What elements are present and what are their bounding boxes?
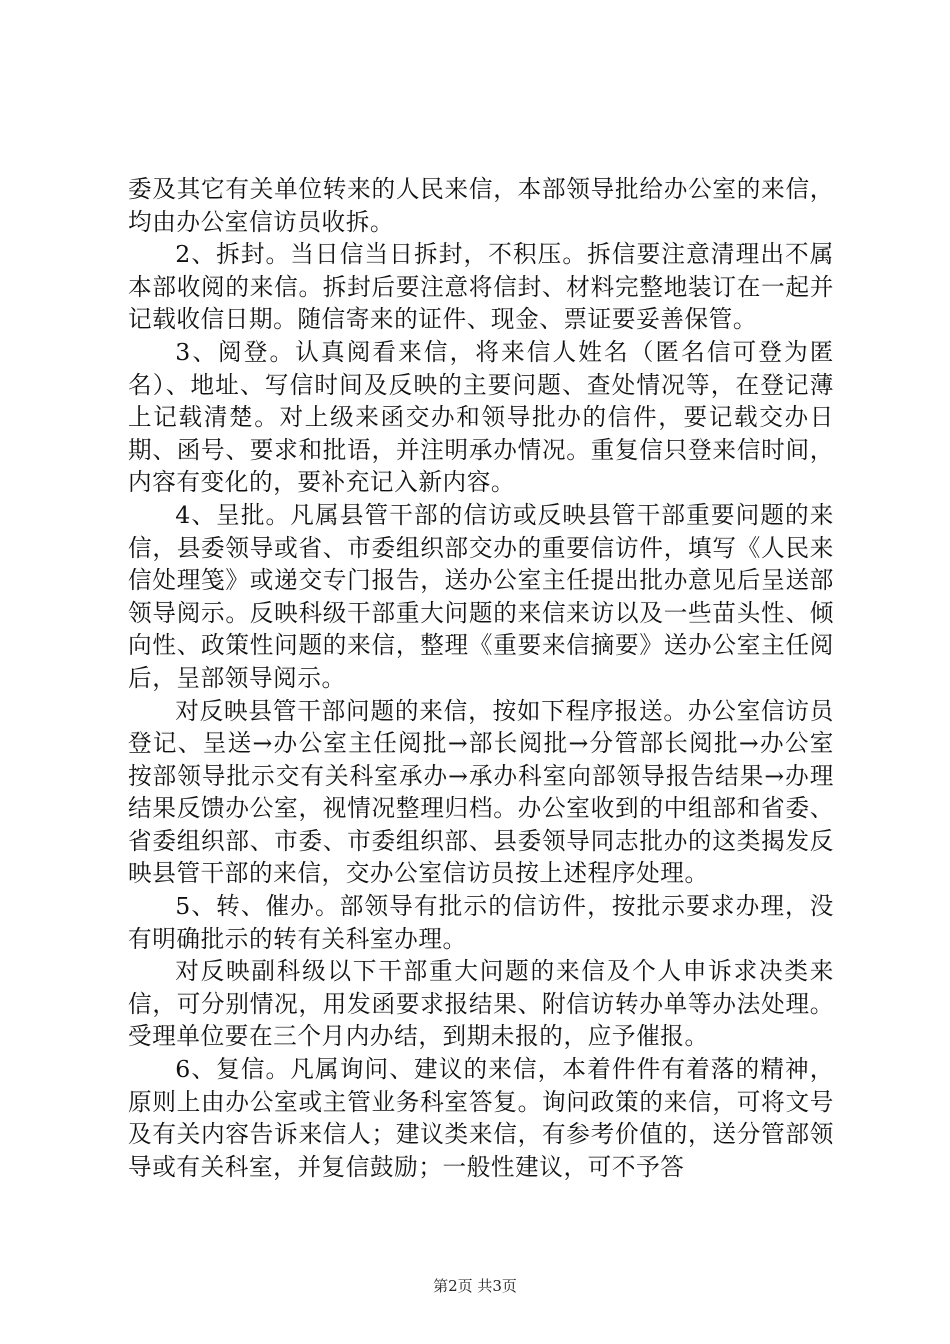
paragraph-4-submitting: 4、呈批。凡属县管干部的信访或反映县管干部重要问题的来信，县委领导或省、市委组织部交办的重要信访件，填写《人民来信处理笺》或递交专门报告，送办公室主任提出批办意见后呈送部领导阅示。反映科级干部重大问题的来信来访以及一些苗头性、倾向性、政策性问题的来信，整理《重要来信摘要》送办公室主任阅后，呈部领导阅示。 xyxy=(128,500,834,692)
paragraph-2-unsealing: 2、拆封。当日信当日拆封，不积压。拆信要注意清理出不属本部收阅的来信。拆封后要注意将信封、材料完整地装订在一起并记载收信日期。随信寄来的证件、现金、票证要妥善保管。 xyxy=(128,240,834,334)
paragraph-7-deputy-section: 对反映副科级以下干部重大问题的来信及个人申诉求决类来信，可分别情况，用发函要求报结果、附信访转办单等办法处理。受理单位要在三个月内办结，到期未报的，应予催报。 xyxy=(128,957,834,1051)
page-footer: 第2页 共3页 xyxy=(433,1277,517,1295)
paragraph-3-reading-registering: 3、阅登。认真阅看来信，将来信人姓名（匿名信可登为匿名）、地址、写信时间及反映的主要问题、查处情况等，在登记薄上记载清楚。对上级来函交办和领导批办的信件，要记载交办日期、函号、要求和批语，并注明承办情况。重复信只登来信时间，内容有变化的，要补充记入新内容。 xyxy=(128,337,834,497)
paragraph-8-reply: 6、复信。凡属询问、建议的来信，本着件件有着落的精神，原则上由办公室或主管业务科室答复。询问政策的来信，可将文号及有关内容告诉来信人；建议类来信，有参考价值的，送分管部领导或有关科室，并复信鼓励；一般性建议，可不予答 xyxy=(128,1055,834,1181)
paragraph-6-forwarding: 5、转、催办。部领导有批示的信访件，按批示要求办理，没有明确批示的转有关科室办理。 xyxy=(128,892,834,953)
paragraph-5-procedure: 对反映县管干部问题的来信，按如下程序报送。办公室信访员登记、呈送→办公室主任阅批→部长阅批→分管部长阅批→办公室按部领导批示交有关科室承办→承办科室向部领导报告结果→办理结果反馈办公室，视情况整理归档。办公室收到的中组部和省委、省委组织部、市委、市委组织部、县委领导同志批办的这类揭发反映县管干部的来信，交办公室信访员按上述程序处理。 xyxy=(128,696,834,888)
document-body xyxy=(128,173,834,1183)
paragraph-1: 委及其它有关单位转来的人民来信，本部领导批给办公室的来信，均由办公室信访员收拆。 xyxy=(128,175,834,236)
